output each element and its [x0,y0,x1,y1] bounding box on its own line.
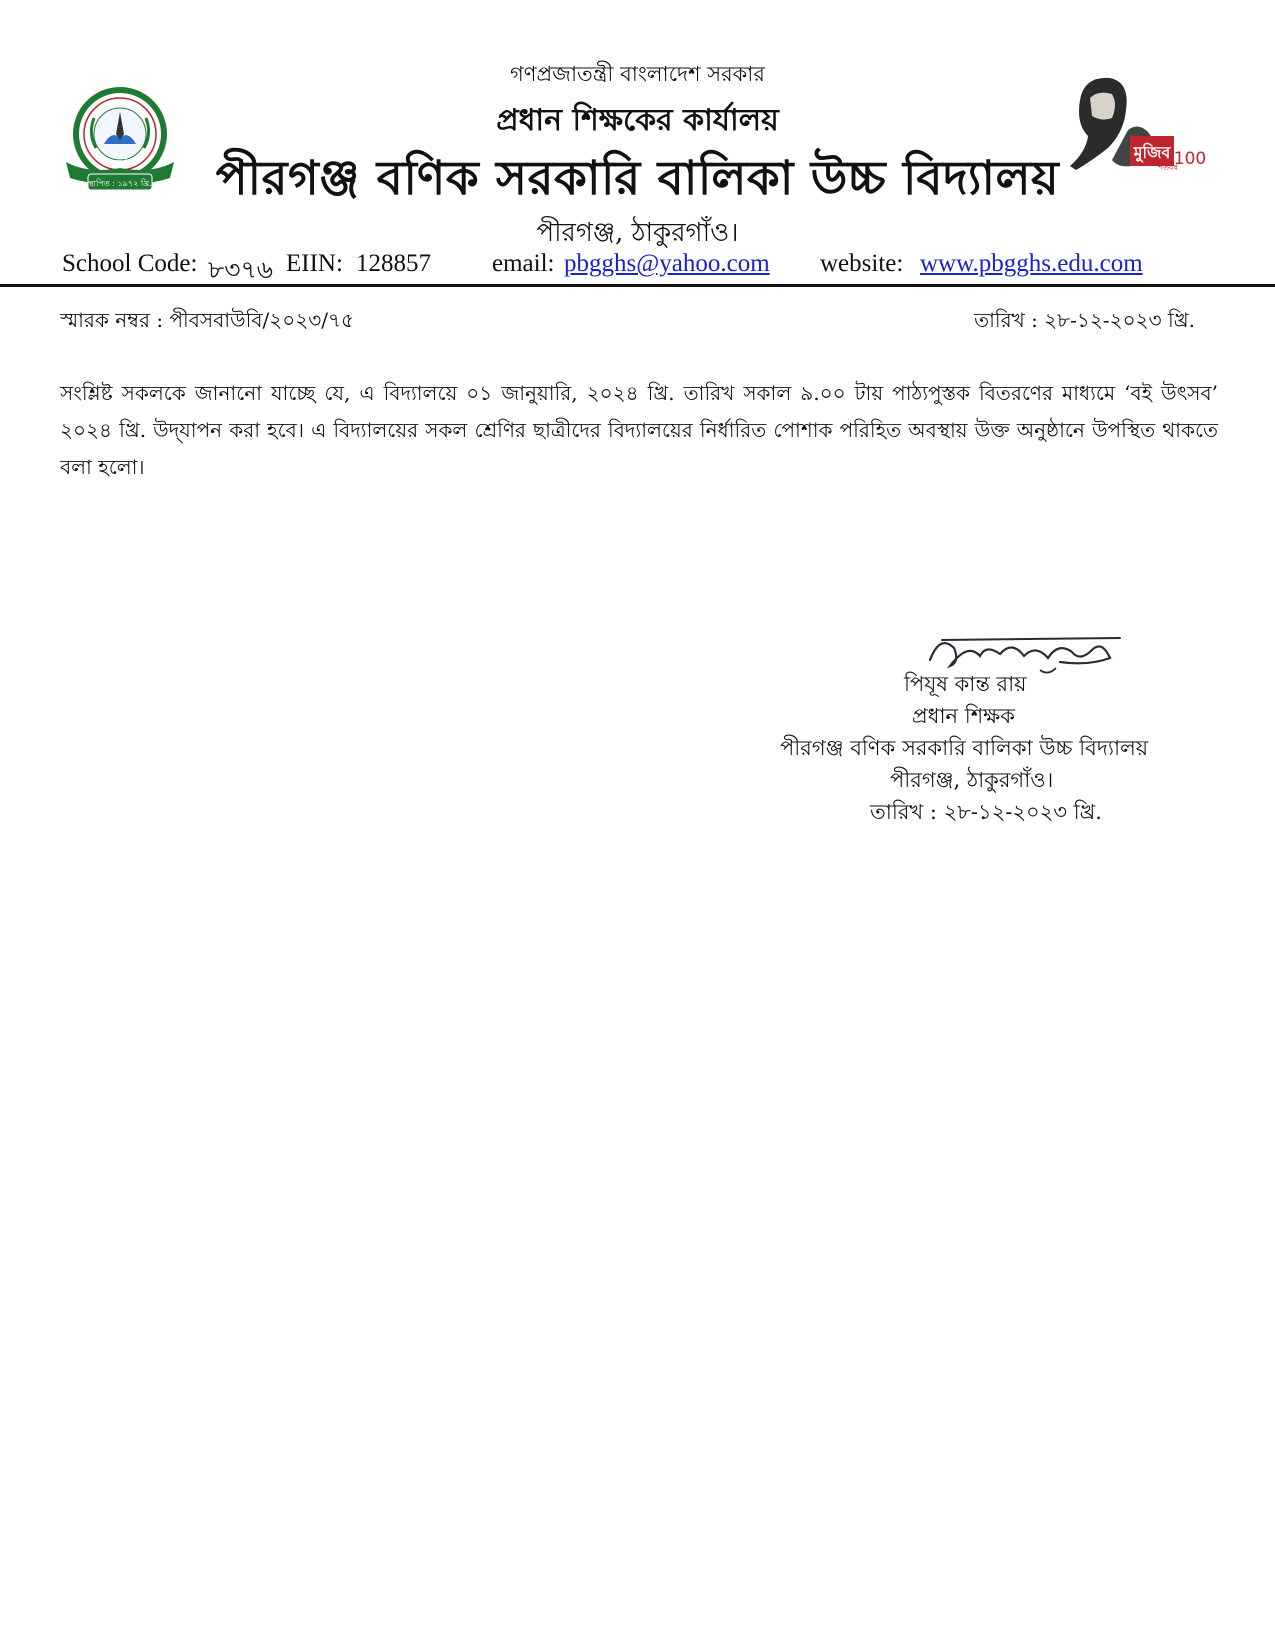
email-label: email: [492,250,555,277]
header-divider [0,284,1275,287]
contact-row [62,250,1222,282]
email-link[interactable]: pbgghs@yahoo.com [564,250,770,277]
mujib-logo-text: শতবর্ষ [1158,163,1178,172]
website-link[interactable]: www.pbgghs.edu.com [920,250,1143,277]
mujib-logo-numeral: 100 [1173,149,1207,169]
signatory-date: তারিখ : ২৮-১২-২০২৩ খ্রি. [870,800,1102,824]
govt-line: গণপ্রজাতন্ত্রী বাংলাদেশ সরকার [510,62,765,86]
memo-row [60,306,1195,339]
memo-date: তারিখ : ২৮-১২-২০২৩ খ্রি. [974,308,1195,332]
school-location: পীরগঞ্জ, ঠাকুরগাঁও। [536,218,739,248]
school-code-value: ৮৩৭৬ [208,257,273,284]
mujib-logo-name: মুজিব [1133,143,1171,162]
signatory-school: পীরগঞ্জ বণিক সরকারি বালিকা উচ্চ বিদ্যালয় [780,736,1149,760]
eiin-label: EIIN: [286,250,343,277]
signatory-name: পিযূষ কান্ত রায় [904,672,1027,696]
website-label: website: [820,250,904,277]
signatory-location: পীরগঞ্জ, ঠাকুরগাঁও। [890,768,1054,792]
school-code-label: School Code: [62,250,198,277]
seal-place-text: ঠাকুরগাঁও [108,159,132,166]
school-name-heading: পীরগঞ্জ বণিক সরকারি বালিকা উচ্চ বিদ্যালয় [215,151,1060,206]
memo-number: স্মারক নম্বর : পীবসবাউবি/২০২৩/৭৫ [60,308,354,332]
notice-body: সংশ্লিষ্ট সকলকে জানানো যাচ্ছে যে, এ বিদ্যালয়ে ০১ জানুয়ারি, ২০২৪ খ্রি. তারিখ সকাল ৯.০০ টায় পাঠ্যপুস্তক বিতরণের মাধ্যমে ‘বই উৎসব’ ২০২৪ খ্রি. উদ্‌যাপন করা হবে। এ বিদ্যালয়ের সকল শ্রেণির ছাত্রীদের বিদ্যালয়ের নির্ধারিত পোশাক পরিহিত অবস্থায় উক্ত অনুষ্ঠানে উপস্থিত থাকতে বলা হলো। [60,381,1218,479]
signatory-designation: প্রধান শিক্ষক [912,704,1015,728]
seal-established-text: স্থাপিত : ১৯৭২ খ্রি. [88,179,152,188]
office-title: প্রধান শিক্ষকের কার্যালয় [496,103,779,138]
eiin-value: 128857 [356,250,431,277]
